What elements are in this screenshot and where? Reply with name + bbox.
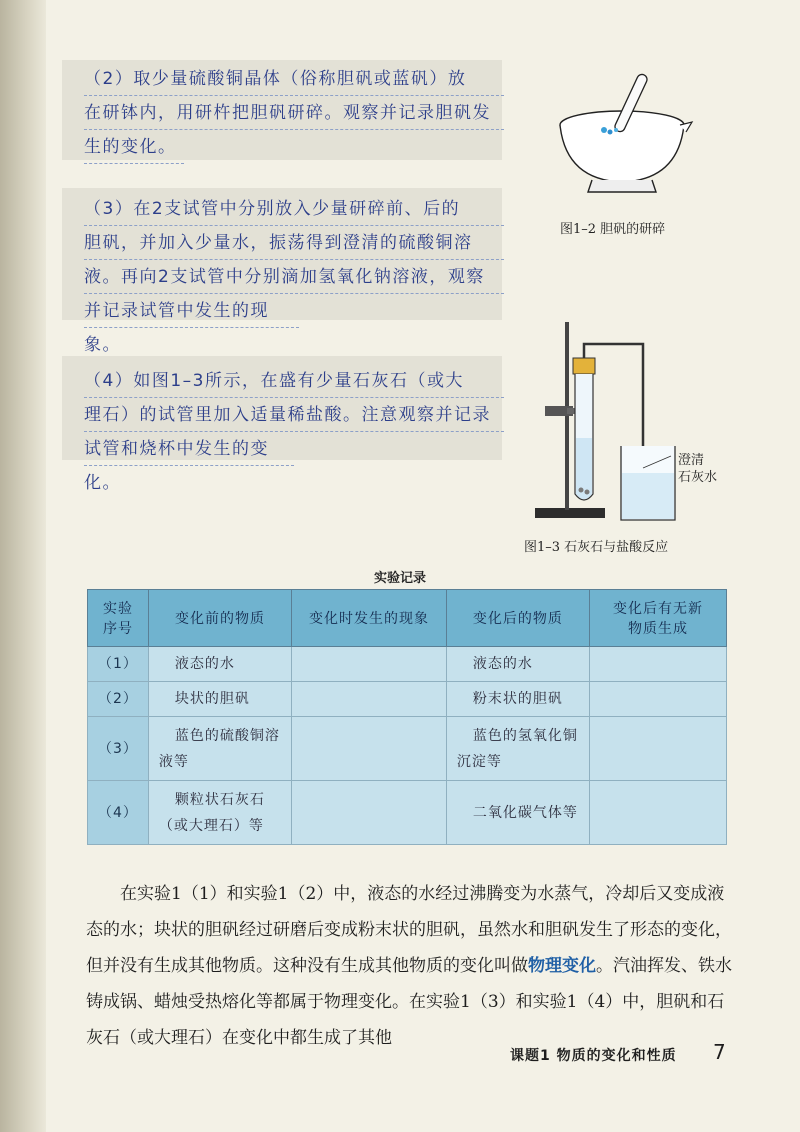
before-cell bbox=[148, 717, 291, 781]
before-line-1: 蓝色的硫酸铜溶 bbox=[174, 727, 280, 744]
before-cell bbox=[148, 781, 291, 845]
row-number: （3） bbox=[88, 717, 149, 781]
step-line: 生的变化。 bbox=[84, 130, 184, 164]
limewater-label-line-2: 石灰水 bbox=[678, 470, 718, 485]
before-cell bbox=[148, 682, 291, 717]
step-line: 液。再向2支试管中分别滴加氢氧化钠溶液，观察 bbox=[84, 260, 504, 294]
step-2-text bbox=[84, 62, 504, 164]
step-line: 在研钵内，用研杵把胆矾研碎。观察并记录胆矾发 bbox=[84, 96, 504, 130]
rubber-stopper bbox=[573, 358, 595, 374]
header-during: 变化时发生的现象 bbox=[292, 590, 447, 647]
body-paragraph bbox=[86, 876, 736, 1056]
paragraph-part-1: 在实验1（1）和实验1（2）中，液态的水经过沸腾变为水蒸气，冷却后又变成液态的水；块状的胆矾经过研磨后变成粉末状的胆矾，虽然水和胆矾发生了形态的变化，但并没有生成其他物质。这种没有生成其他物质的变化叫做 bbox=[86, 884, 732, 976]
step-line: （4）如图1–3所示，在盛有少量石灰石（或大 bbox=[84, 364, 504, 398]
table-row bbox=[88, 717, 727, 781]
experiment-record-table bbox=[87, 589, 727, 845]
acid-liquid bbox=[576, 438, 592, 499]
row-number: （4） bbox=[88, 781, 149, 845]
step-line: 并记录试管中发生的现象。 bbox=[84, 294, 299, 328]
table-row bbox=[88, 682, 727, 717]
page-binding-edge bbox=[0, 0, 46, 1132]
after-cell bbox=[446, 717, 589, 781]
before-line-1: 颗粒状石灰石 bbox=[174, 791, 265, 808]
apparatus-figure bbox=[535, 318, 735, 528]
header-number bbox=[88, 590, 149, 647]
before-cell bbox=[148, 647, 291, 682]
physical-change-term: 物理变化 bbox=[528, 956, 596, 976]
after-cell bbox=[446, 682, 589, 717]
step-line: （3）在2支试管中分别放入少量研碎前、后的 bbox=[84, 192, 504, 226]
lesson-title: 课题1 物质的变化和性质 bbox=[510, 1048, 677, 1064]
header-after: 变化后的物质 bbox=[446, 590, 589, 647]
limewater-label-line-1: 澄清 bbox=[678, 453, 705, 468]
new-substance-cell bbox=[590, 647, 727, 682]
mortar-pestle-figure bbox=[552, 70, 702, 200]
after-line-2: 沉淀等 bbox=[456, 753, 502, 770]
step-line: 胆矾，并加入少量水，振荡得到澄清的硫酸铜溶 bbox=[84, 226, 504, 260]
limestone-chip bbox=[579, 488, 584, 493]
during-cell bbox=[292, 647, 447, 682]
header-before: 变化前的物质 bbox=[148, 590, 291, 647]
table-title: 实验记录 bbox=[373, 571, 426, 586]
before-line-1: 块状的胆矾 bbox=[174, 691, 250, 707]
before-line-2: （或大理石）等 bbox=[158, 817, 264, 834]
header-number-line-2: 序号 bbox=[102, 621, 133, 637]
figure-1-3-caption: 图1–3 石灰石与盐酸反应 bbox=[524, 540, 669, 555]
mortar-bowl bbox=[560, 125, 684, 182]
limewater-label bbox=[678, 452, 717, 486]
page-number: 7 bbox=[713, 1040, 726, 1064]
header-new-substance bbox=[590, 590, 727, 647]
crystal bbox=[614, 128, 618, 132]
mortar-base bbox=[588, 180, 656, 192]
stand-base bbox=[535, 508, 605, 518]
before-line-1: 液态的水 bbox=[174, 656, 235, 672]
table-header-row bbox=[88, 590, 727, 647]
after-cell bbox=[446, 647, 589, 682]
table-row bbox=[88, 647, 727, 682]
header-new-line-1: 变化后有无新 bbox=[613, 601, 703, 617]
during-cell bbox=[292, 682, 447, 717]
after-line-1: 二氧化碳气体等 bbox=[472, 804, 578, 821]
limestone-chip bbox=[585, 490, 590, 495]
new-substance-cell bbox=[590, 781, 727, 845]
step-4-text bbox=[84, 364, 504, 493]
step-line: 试管和烧杯中发生的变化。 bbox=[84, 432, 294, 466]
figure-1-2-caption: 图1–2 胆矾的研碎 bbox=[560, 222, 666, 237]
crystal bbox=[601, 127, 607, 133]
row-number: （2） bbox=[88, 682, 149, 717]
crystal bbox=[608, 130, 613, 135]
after-line-1: 蓝色的氢氧化铜 bbox=[472, 727, 578, 744]
table-row bbox=[88, 781, 727, 845]
limewater bbox=[622, 473, 674, 519]
new-substance-cell bbox=[590, 682, 727, 717]
row-number: （1） bbox=[88, 647, 149, 682]
header-new-line-2: 物质生成 bbox=[628, 621, 688, 637]
step-3-text bbox=[84, 192, 504, 355]
during-cell bbox=[292, 781, 447, 845]
during-cell bbox=[292, 717, 447, 781]
after-line-1: 液态的水 bbox=[472, 656, 533, 672]
header-number-line-1: 实验 bbox=[102, 601, 133, 617]
paragraph-part-2: 。汽油挥发、铁水铸成锅、蜡烛受热熔化等都属于物理变化。在实验1（3）和实验1（4）中，胆矾和石灰石（或大理石）在变化中都生成了其他 bbox=[86, 956, 732, 1048]
step-line: 理石）的试管里加入适量稀盐酸。注意观察并记录 bbox=[84, 398, 504, 432]
step-line: （2）取少量硫酸铜晶体（俗称胆矾或蓝矾）放 bbox=[84, 62, 504, 96]
after-cell bbox=[446, 781, 589, 845]
new-substance-cell bbox=[590, 717, 727, 781]
after-line-1: 粉末状的胆矾 bbox=[472, 691, 563, 707]
before-line-2: 液等 bbox=[158, 753, 189, 770]
